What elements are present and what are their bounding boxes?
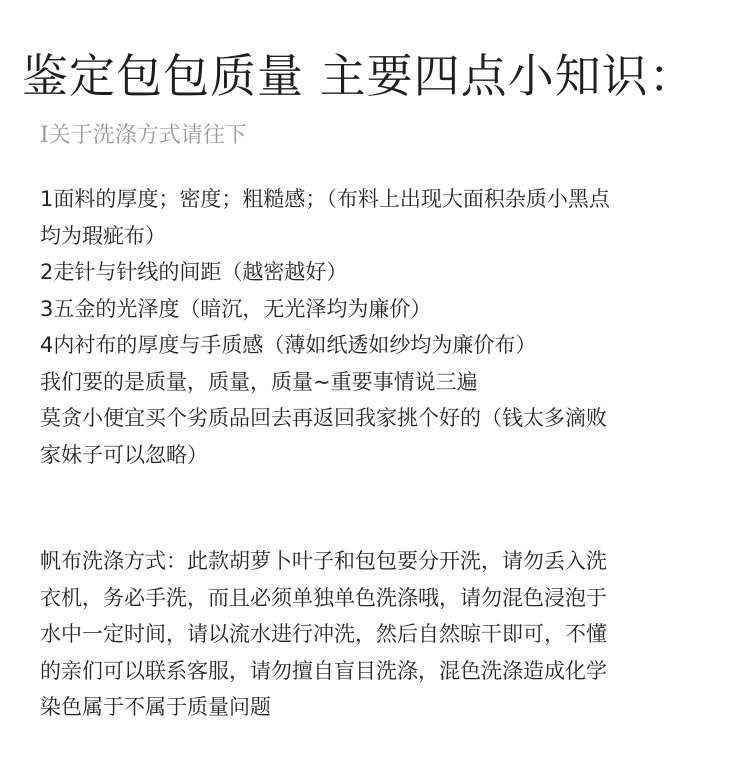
text-line: 均为瑕疵布）	[40, 223, 166, 248]
text-line: 1面料的厚度；密度；粗糙感；（布料上出现大面积杂质小黑点	[40, 187, 610, 211]
text-line: 衣机，务必手洗，而且必须单独单色洗涤哦，请勿混色浸泡于	[40, 585, 607, 610]
text-line: 家妹子可以忽略）	[40, 442, 208, 467]
text-line: 水中一定时间，请以流水进行冲洗，然后自然晾干即可，不懂	[40, 622, 607, 646]
text-line: 我们要的是质量，质量，质量~重要事情说三遍	[40, 369, 478, 394]
text-line: 3五金的光泽度（暗沉，无光泽均为廉价）	[40, 296, 432, 321]
text-line: 染色属于不属于质量问题	[40, 695, 271, 719]
text-line: 帆布洗涤方式：此款胡萝卜叶子和包包要分开洗，请勿丢入洗	[40, 549, 607, 573]
text-line: 的亲们可以联系客服，请勿擅自盲目洗涤，混色洗涤造成化学	[40, 658, 607, 683]
wash-instructions-section	[40, 543, 720, 726]
page-title: 鉴定包包质量 主要四点小知识：	[22, 49, 696, 103]
wash-hint-subtitle: I关于洗涤方式请往下	[40, 123, 247, 148]
quality-points-section	[40, 181, 720, 473]
text-line: 莫贪小便宜买个劣质品回去再返回我家挑个好的（钱太多滴败	[40, 406, 607, 430]
text-line: 4内衬布的厚度与手质感（薄如纸透如纱均为廉价布）	[40, 333, 537, 357]
text-line: 2走针与针线的间距（越密越好）	[40, 260, 348, 284]
